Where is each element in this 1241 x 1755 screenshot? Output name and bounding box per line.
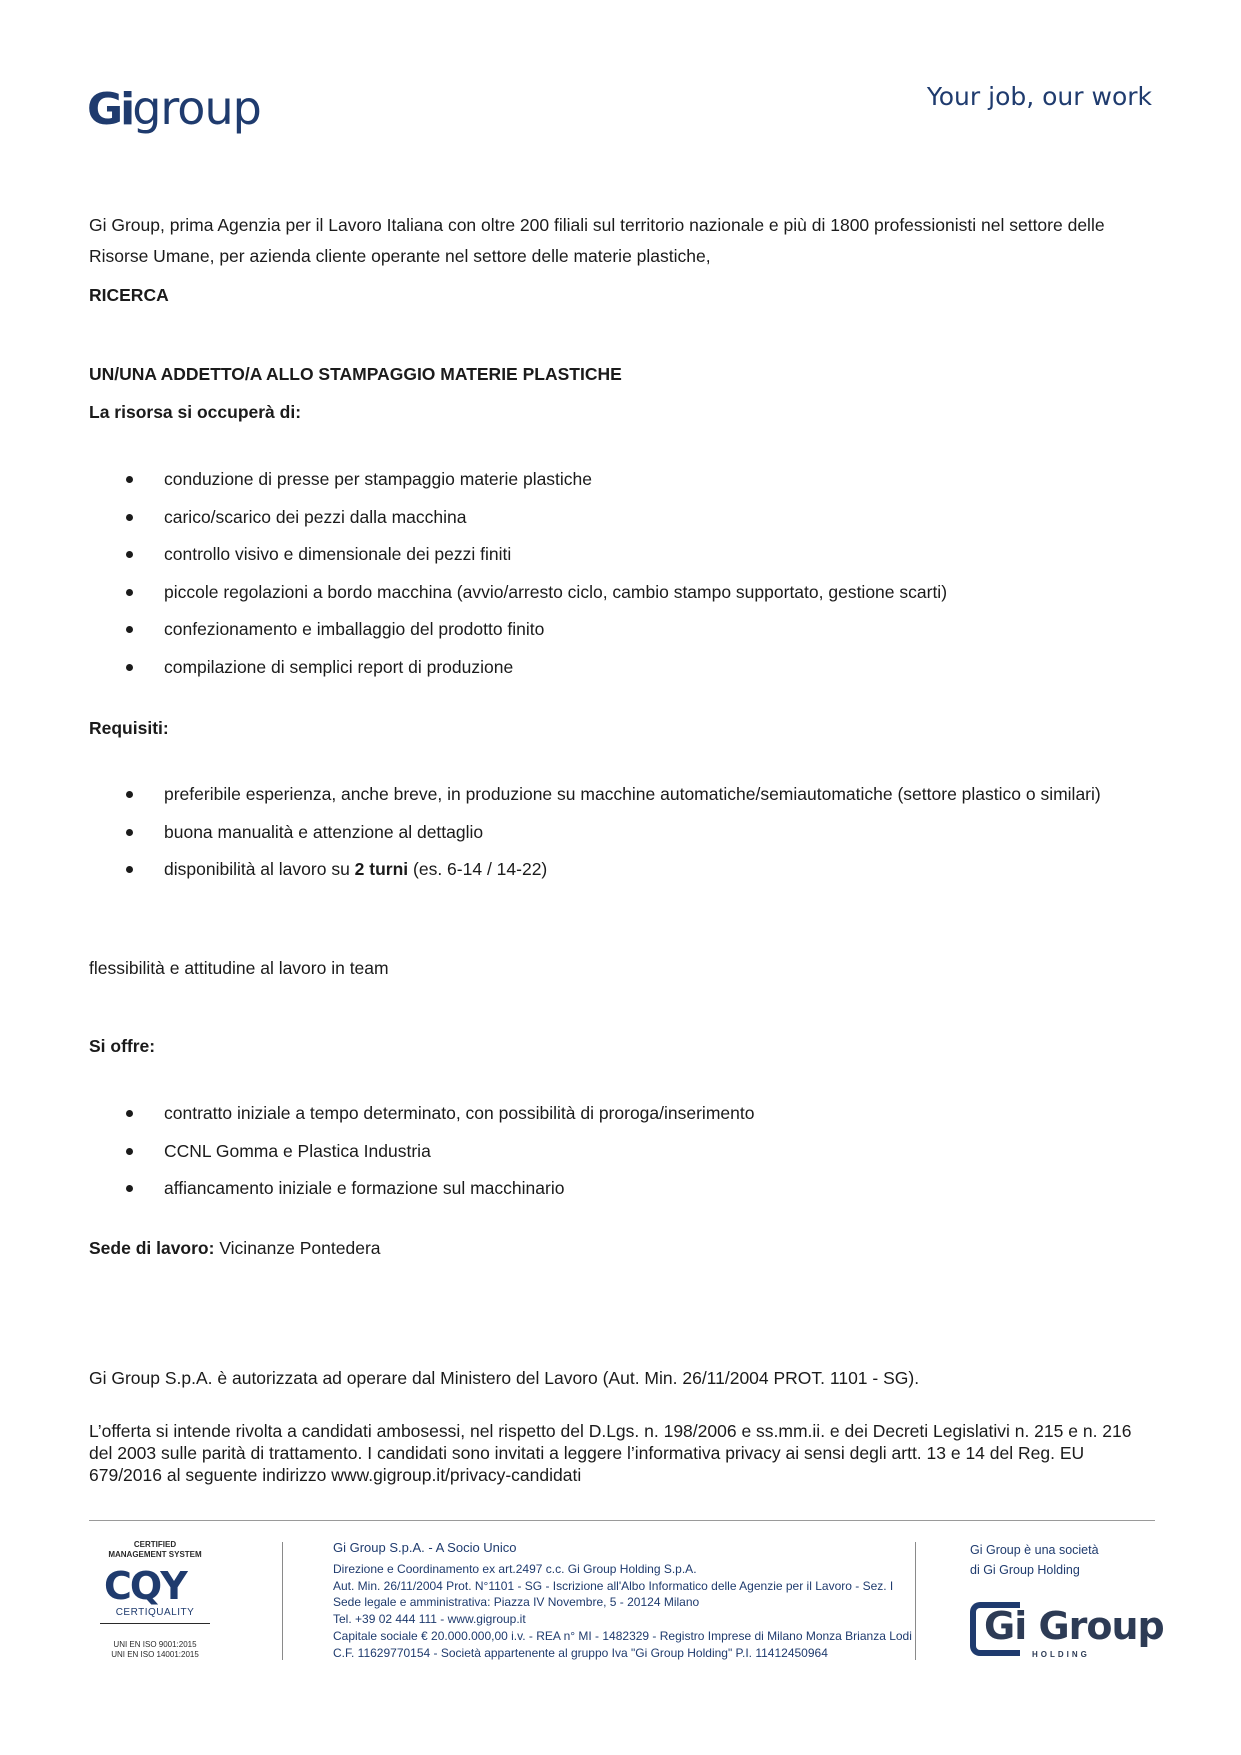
- company-info: [333, 1540, 912, 1662]
- list-item: piccole regolazioni a bordo macchina (avvio/arresto ciclo, cambio stampo supportato, gestione scarti): [126, 574, 1164, 612]
- holding-logo: Gi Group: [984, 1604, 1164, 1648]
- authorization-text: Gi Group S.p.A. è autorizzata ad operare dal Ministero del Lavoro (Aut. Min. 26/11/2004 PROT. 1101 - SG).: [89, 1368, 920, 1388]
- list-item: [126, 851, 1164, 889]
- logo-group: group: [132, 81, 261, 135]
- holding-note-2: di Gi Group Holding: [970, 1563, 1080, 1577]
- company-line: C.F. 11629770154 - Società appartenente al gruppo Iva "Gi Group Holding" P.I. 11412450964: [333, 1645, 828, 1660]
- cert-title: [95, 1540, 215, 1560]
- footer-divider: [89, 1520, 1155, 1521]
- location-label: Sede di lavoro:: [89, 1238, 215, 1258]
- iso-standards: [95, 1640, 215, 1660]
- list-item: compilazione di semplici report di produzione: [126, 649, 1164, 687]
- list-item: contratto iniziale a tempo determinato, con possibilità di proroga/inserimento: [126, 1095, 1164, 1133]
- cert-title-2: MANAGEMENT SYSTEM: [108, 1550, 202, 1559]
- company-line: Gi Group S.p.A. - A Socio Unico: [333, 1540, 517, 1555]
- list-item: controllo visivo e dimensionale dei pezzi finiti: [126, 536, 1164, 574]
- tagline: Your job, our work: [926, 82, 1152, 111]
- certiquality-label: CERTIQUALITY: [115, 1607, 195, 1618]
- location-value: Vicinanze Pontedera: [214, 1238, 381, 1258]
- ricerca-label: RICERCA: [89, 285, 169, 305]
- list-item: [126, 814, 1164, 852]
- tasks-list: [126, 461, 1164, 686]
- offers-list: [126, 1095, 1164, 1208]
- company-line: Tel. +39 02 444 111 - www.gigroup.it: [333, 1612, 526, 1627]
- intro-paragraph: Gi Group, prima Agenzia per il Lavoro Italiana con oltre 200 filiali sul territorio nazionale e più di 1800 professionisti nel settore delle Risorse Umane, per azienda cliente operante nel settore delle materie plastiche,: [89, 215, 1105, 266]
- tasks-heading: La risorsa si occuperà di:: [89, 402, 302, 422]
- company-line: Direzione e Coordinamento ex art.2497 c.c. Gi Group Holding S.p.A.: [333, 1561, 697, 1576]
- req-text-pre: buona manualità e attenzione al dettaglio: [164, 821, 484, 842]
- holding-note-1: Gi Group è una società: [970, 1543, 1099, 1557]
- holding-note: [970, 1540, 1099, 1580]
- list-item: carico/scarico dei pezzi dalla macchina: [126, 499, 1164, 537]
- req-text-bold: 2 turni: [354, 859, 409, 879]
- cert-title-1: CERTIFIED: [133, 1540, 177, 1549]
- privacy-text: L’offerta si intende rivolta a candidati ambosessi, nel rispetto del D.Lgs. n. 198/2006 e ss.mm.ii. e dei Decreti Legislativi n. 215 e n. 216 del 2003 sulle parità di trattamento. I candidati sono invitati a leggere l’informativa privacy ai sensi degli artt. 13 e 14 del Reg. EU 679/2016 al seguente indirizzo www.gigroup.it/privacy-candidati: [89, 1421, 1132, 1485]
- offer-heading: Si offre:: [89, 1036, 156, 1056]
- requirements-heading: Requisiti:: [89, 718, 169, 738]
- footer-separator: [282, 1542, 283, 1660]
- list-item: confezionamento e imballaggio del prodotto finito: [126, 611, 1164, 649]
- iso-14001: UNI EN ISO 14001:2015: [111, 1650, 199, 1659]
- gi-group-logo: [87, 81, 261, 135]
- certiquality-logo: CQY: [104, 1564, 186, 1608]
- company-line: Capitale sociale € 20.000.000,00 i.v. - REA n° MI - 1482329 - Registro Imprese di Milano Monza Brianza Lodi: [333, 1628, 912, 1643]
- flexibility-text: flessibilità e attitudine al lavoro in team: [89, 958, 389, 978]
- list-item: affiancamento iniziale e formazione sul macchinario: [126, 1170, 1164, 1208]
- company-line: Sede legale e amministrativa: Piazza IV Novembre, 5 - 20124 Milano: [333, 1595, 700, 1610]
- company-line: Aut. Min. 26/11/2004 Prot. N°1101 - SG - Iscrizione all'Albo Informatico delle Agenzie per il Lavoro - Sez. I: [333, 1578, 894, 1593]
- footer-separator: [915, 1542, 916, 1660]
- req-text-pre: disponibilità al lavoro su: [164, 859, 355, 879]
- requirements-list: [126, 776, 1164, 889]
- location-line: [89, 1233, 1154, 1264]
- cert-divider: [100, 1623, 210, 1624]
- logo-gi: Gi: [87, 84, 133, 135]
- list-item: conduzione di presse per stampaggio materie plastiche: [126, 461, 1164, 499]
- req-text-post: (es. 6-14 / 14-22): [408, 859, 548, 879]
- list-item: preferibile esperienza, anche breve, in produzione su macchine automatiche/semiautomatiche (settore plastico o similari): [126, 776, 1144, 814]
- job-title: UN/UNA ADDETTO/A ALLO STAMPAGGIO MATERIE PLASTICHE: [89, 364, 622, 384]
- holding-logo-sub: HOLDING: [1032, 1650, 1090, 1659]
- list-item: CCNL Gomma e Plastica Industria: [126, 1133, 1164, 1171]
- iso-9001: UNI EN ISO 9001:2015: [113, 1640, 197, 1649]
